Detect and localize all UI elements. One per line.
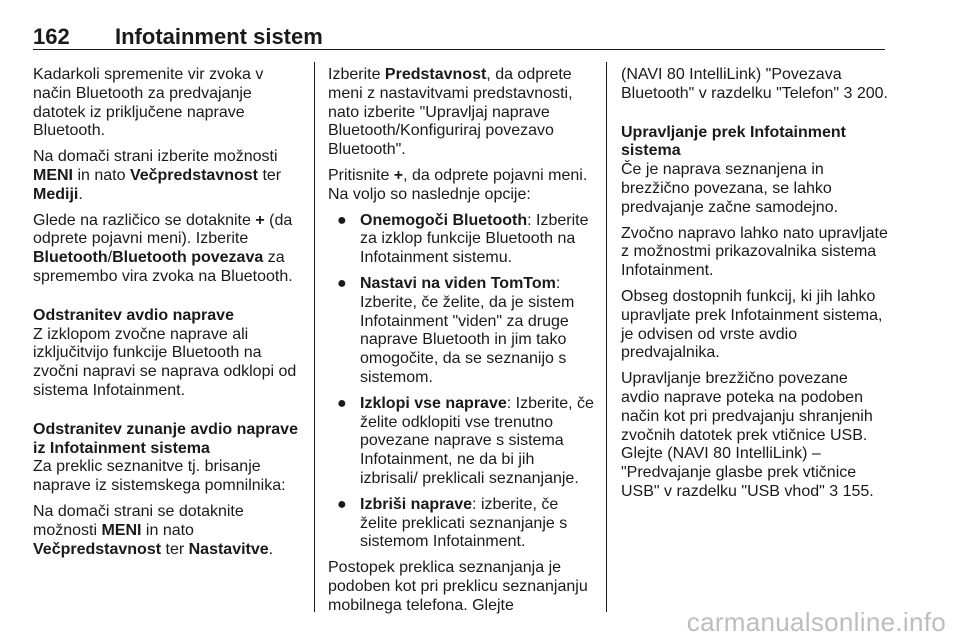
text: (da odprete pojavni meni). Izberite: [33, 211, 293, 248]
paragraph: Če je naprava seznanjena in brezžično povezana, se lahko predvajanje začne samodejno.: [621, 161, 839, 216]
paragraph: Kadarkoli spremenite vir zvoka v način Bluetooth za predvajanje datotek iz priključene naprave Bluetooth.: [33, 66, 264, 140]
option-term: Izbriši naprave: [360, 495, 473, 513]
list-item: [328, 395, 596, 489]
paragraph: [621, 370, 889, 502]
paragraph: [328, 66, 596, 160]
plus-icon: +: [393, 166, 404, 184]
menu-term: Večpredstavnost: [129, 166, 258, 184]
paragraph: [328, 167, 596, 205]
menu-term: MENI: [101, 521, 142, 539]
text: Glede na različico se dotaknite: [33, 211, 256, 229]
column-divider-2: [606, 62, 607, 612]
column-3: [621, 66, 889, 509]
text: Pritisnite: [328, 166, 394, 184]
text: ter: [161, 540, 189, 558]
menu-term: Bluetooth: [33, 249, 108, 267]
page-reference-icon: 3: [829, 482, 839, 500]
text: .: [268, 540, 274, 558]
page-header: [33, 24, 883, 50]
option-term: Nastavi na viden TomTom: [360, 274, 556, 292]
text: , da odprete pojavni meni. Na voljo so naslednje opcije:: [328, 166, 588, 203]
paragraph: Zvočno napravo lahko nato upravljate z možnostmi prikazovalnika sistema Infotainment.: [621, 224, 888, 280]
menu-term: Bluetooth povezava: [112, 249, 264, 267]
page-title: Infotainment sistem: [115, 24, 323, 49]
paragraph: [33, 148, 303, 204]
watermark: carmanualsonline.info: [686, 607, 946, 637]
text: : Izberite, če želite, da je sistem Infotainment "viden" za druge naprave Bluetooth in jim tako omogočite, da se seznanijo s sistemom.: [360, 274, 575, 386]
bullet-icon: ●: [337, 495, 347, 513]
text: Na domači strani se dotaknite možnosti: [33, 502, 244, 539]
spacer: [33, 408, 303, 421]
option-term: Onemogoči Bluetooth: [360, 211, 528, 229]
text: Na domači strani izberite možnosti: [33, 148, 278, 166]
option-term: Izklopi vse naprave: [360, 394, 507, 412]
text: 155.: [838, 482, 874, 500]
list-item: [328, 275, 596, 388]
header-rule: [33, 49, 885, 50]
section-heading: Upravljanje prek Infotainment sistema: [621, 123, 846, 160]
options-list: [328, 212, 596, 553]
spacer: [33, 294, 303, 307]
text: in nato: [73, 166, 130, 184]
bullet-icon: ●: [337, 211, 347, 229]
section-heading: Odstranitev avdio naprave: [33, 306, 234, 324]
paragraph: [621, 66, 889, 104]
text: Izberite: [328, 66, 385, 83]
list-item: [328, 212, 596, 268]
paragraph: Obseg dostopnih funkcij, ki jih lahko upravljate prek Infotainment sistema, je odvisen od vrste avdio predvajalnika.: [621, 287, 883, 362]
column-2: [328, 66, 596, 623]
menu-term: Mediji: [33, 185, 79, 203]
column-1: [33, 66, 303, 566]
column-divider-1: [314, 62, 315, 612]
list-item: [328, 496, 596, 552]
menu-term: Večpredstavnost: [33, 540, 162, 558]
paragraph: [33, 212, 303, 287]
text: /: [107, 249, 113, 267]
bullet-icon: ●: [337, 274, 347, 292]
text: ter: [258, 166, 282, 184]
text: .: [78, 185, 83, 203]
spacer: [621, 111, 889, 124]
section-heading: Odstranitev zunanje avdio naprave iz Infotainment sistema: [33, 420, 298, 457]
text: , da odprete meni z nastavitvami predstavnosti, nato izberite "Upravljaj naprave Bluetooth/Konfiguriraj povezavo Bluetooth".: [328, 66, 573, 159]
page-number: 162: [33, 24, 70, 49]
paragraph: [33, 503, 303, 559]
page-reference-icon: 3: [843, 84, 853, 102]
menu-term: Predstavnost: [384, 66, 487, 83]
paragraph: Za preklic seznanitve tj. brisanje naprave iz sistemskega pomnilnika:: [33, 458, 286, 495]
text: Upravljanje brezžično povezane avdio naprave poteka na podoben način kot pri predvajanju shranjenih zvočnih datotek prek vtičnice USB. Glejte (NAVI 80 IntelliLink) – "Predvajanje glasbe prek vtičnice USB" v razdelku "USB vhod": [621, 370, 873, 500]
text: za spremembo vira zvoka na Bluetooth.: [33, 249, 293, 285]
menu-term: MENI: [33, 166, 73, 184]
text: : Izberite, če želite odklopiti vse trenutno povezane naprave s sistema Infotainment, ne da bi jih izbrisali/ preklicali seznanjanje.: [360, 394, 594, 487]
paragraph: Postopek preklica seznanjanja je podoben kot pri preklicu seznanjanju mobilnega telefona. Glejte: [328, 559, 588, 614]
text: (NAVI 80 IntelliLink) "Povezava Bluetooth" v razdelku "Telefon": [621, 66, 844, 102]
text: : Izberite za izklop funkcije Bluetooth na Infotainment sistemu.: [360, 211, 589, 267]
text: 200.: [852, 84, 888, 102]
text: in nato: [141, 521, 194, 539]
text: : izberite, če želite preklicati seznanjanje s sistemom Infotainment.: [360, 495, 568, 551]
menu-term: Nastavitve: [188, 540, 269, 558]
paragraph: Z izklopom zvočne naprave ali izključitvijo funkcije Bluetooth na zvočni napravi se naprava odklopi od sistema Infotainment.: [33, 325, 297, 399]
bullet-icon: ●: [337, 394, 347, 412]
plus-icon: +: [255, 211, 265, 229]
